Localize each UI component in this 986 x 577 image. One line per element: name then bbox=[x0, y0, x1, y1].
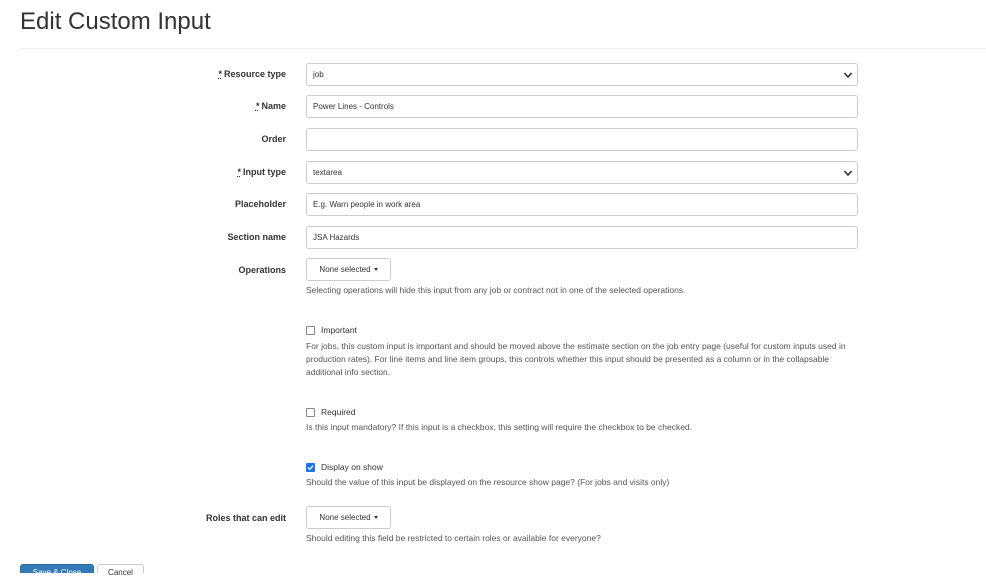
operations-help: Selecting operations will hide this input from any job or contract not in one of the selected operations. bbox=[306, 285, 686, 295]
title-divider bbox=[20, 48, 986, 49]
operations-dropdown-label: None selected bbox=[319, 265, 371, 274]
roles-help: Should editing this field be restricted to certain roles or available for everyone? bbox=[306, 533, 601, 543]
input-type-select[interactable] bbox=[306, 161, 858, 184]
required-mark: * bbox=[237, 167, 241, 177]
required-checkbox[interactable] bbox=[306, 408, 315, 417]
roles-dropdown[interactable] bbox=[306, 506, 391, 529]
chevron-down-icon bbox=[843, 168, 853, 178]
operations-label: Operations bbox=[238, 265, 286, 275]
important-help: For jobs, this custom input is important and should be moved above the estimate section on the job entry page (useful for custom inputs used in production rates). For line items and line item groups, this controls whether this input should be presented as a column or in the collapsable additional info section. bbox=[306, 341, 846, 377]
resource-type-select[interactable] bbox=[306, 63, 858, 86]
section-name-row bbox=[0, 226, 986, 250]
check-icon bbox=[307, 464, 314, 471]
name-row bbox=[0, 95, 986, 119]
display-on-show-label: Display on show bbox=[321, 462, 383, 472]
operations-dropdown[interactable] bbox=[306, 258, 391, 281]
order-input[interactable] bbox=[306, 128, 858, 151]
input-type-row bbox=[0, 161, 986, 185]
resource-type-row bbox=[0, 62, 986, 86]
required-label: Required bbox=[321, 407, 356, 417]
roles-dropdown-label: None selected bbox=[319, 513, 371, 522]
input-type-value: textarea bbox=[313, 168, 342, 177]
resource-type-label: * Resource type bbox=[218, 69, 286, 79]
order-row bbox=[0, 128, 986, 152]
caret-down-icon bbox=[374, 268, 378, 271]
name-input[interactable]: Power Lines - Controls bbox=[306, 95, 858, 118]
roles-label: Roles that can edit bbox=[205, 513, 286, 523]
cancel-button[interactable]: Cancel bbox=[97, 564, 144, 573]
name-label: * Name bbox=[255, 101, 286, 111]
caret-down-icon bbox=[374, 516, 378, 519]
required-mark: * bbox=[218, 69, 222, 79]
important-checkbox[interactable] bbox=[306, 326, 315, 335]
chevron-down-icon bbox=[843, 70, 853, 80]
display-on-show-checkbox[interactable] bbox=[306, 463, 315, 472]
placeholder-input[interactable]: E.g. Warn people in work area bbox=[306, 193, 858, 216]
page-title: Edit Custom Input bbox=[20, 8, 211, 35]
important-label: Important bbox=[321, 325, 357, 335]
input-type-label: * Input type bbox=[237, 167, 286, 177]
display-on-show-help: Should the value of this input be displayed on the resource show page? (For jobs and visits only) bbox=[306, 477, 670, 487]
roles-row bbox=[0, 506, 986, 551]
required-help: Is this input mandatory? If this input is a checkbox, this setting will require the checkbox to be checked. bbox=[306, 422, 693, 432]
section-name-label: Section name bbox=[227, 232, 286, 242]
required-checkbox-row[interactable] bbox=[306, 407, 356, 417]
resource-type-value: job bbox=[313, 70, 324, 79]
operations-row bbox=[0, 258, 986, 303]
required-mark: * bbox=[255, 101, 260, 111]
section-name-input[interactable]: JSA Hazards bbox=[306, 226, 858, 249]
placeholder-row bbox=[0, 193, 986, 217]
order-label: Order bbox=[261, 134, 286, 144]
important-checkbox-row[interactable] bbox=[306, 325, 357, 335]
placeholder-label: Placeholder bbox=[234, 199, 286, 209]
save-close-button[interactable]: Save & Close bbox=[20, 564, 94, 573]
display-on-show-checkbox-row[interactable] bbox=[306, 462, 383, 472]
